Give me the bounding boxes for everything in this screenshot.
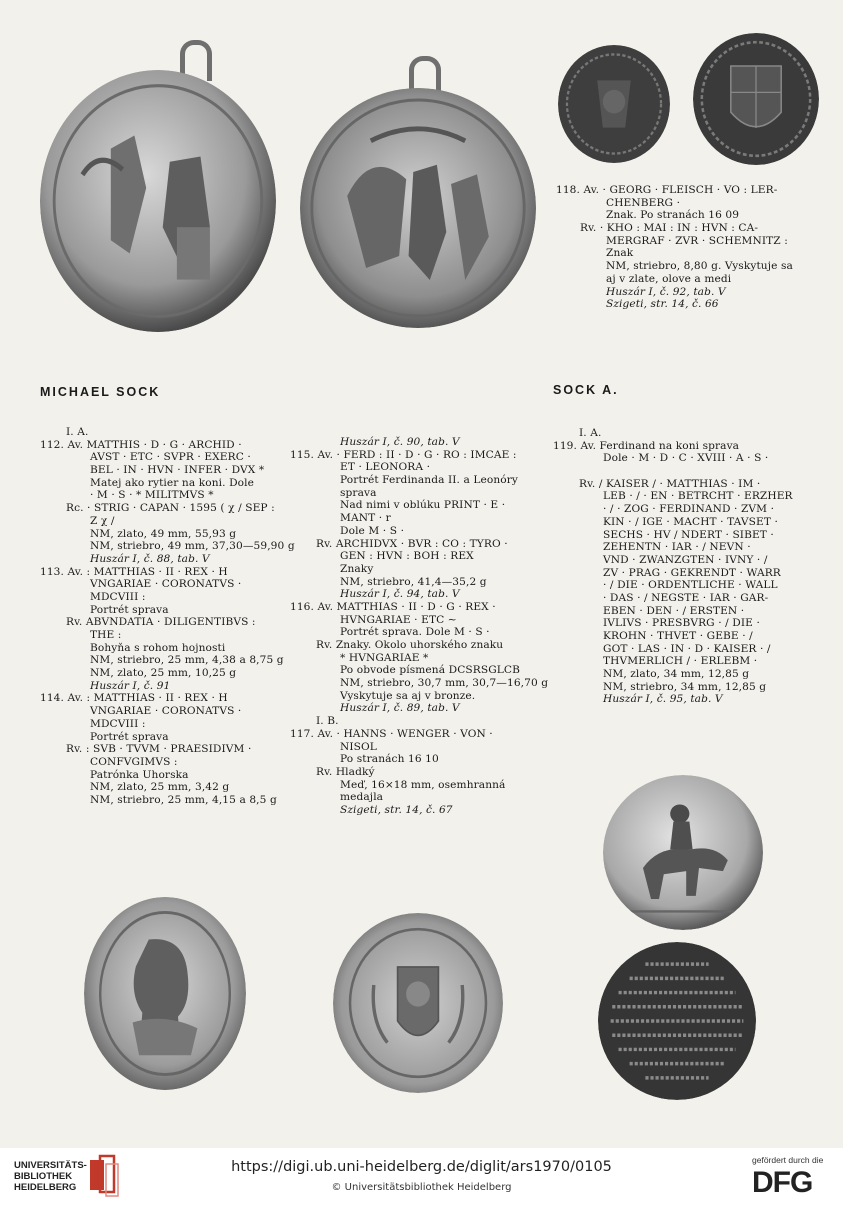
text-line: THVMERLICH / · ERLEBM · [603,655,758,668]
text-line: 119. Av. Ferdinand na koni sprava [553,439,740,452]
text-line: NM, zlato, 34 mm, 12,85 g [603,668,750,681]
text-line: · / · ZOG · FERDINAND · ZVM · [603,503,775,516]
viewer-footer [0,1148,843,1207]
text-line: HVNGARIAE · ETC ∼ [340,613,457,626]
text-line: 114. Av. : MATTHIAS · II · REX · H [40,692,228,705]
text-line: NM, striebro, 41,4—35,2 g [340,575,487,588]
text-line: Po obvode písmená DCSRSGLCB [340,664,520,677]
text-line: NM, striebro, 49 mm, 37,30—59,90 g [90,540,295,553]
coin-119-reverse-image [598,942,756,1100]
text-line: Portrét Ferdinanda II. a Leonóry [340,474,518,487]
text-line: Huszár I, č. 88, tab. V [90,552,210,565]
section-heading-sock-a: SOCK A. [553,383,619,397]
text-line: Vyskytuje sa aj v bronze. [340,689,476,702]
text-line: Dole M · S · [340,524,405,537]
text-line: Rv. Hladký [316,765,375,778]
text-line: NM, striebro, 25 mm, 4,38 a 8,75 g [90,654,284,667]
text-line: MERGRAF · ZVR · SCHEMNITZ : [606,234,788,247]
text-line: NM, striebro, 25 mm, 4,15 a 8,5 g [90,793,277,806]
copyright-notice: © Universitätsbibliothek Heidelberg [331,1182,512,1193]
text-line: Huszár I, č. 95, tab. V [603,693,723,706]
entry-118 [556,184,793,311]
text-line: 113. Av. : MATTHIAS · II · REX · H [40,565,228,578]
permalink-url[interactable]: https://digi.ub.uni-heidelberg.de/diglit/ars1970/0105 [231,1159,612,1175]
text-line: Matej ako rytier na koni. Dole [90,476,254,489]
text-line: Dole · M · D · C · XVIII · A · S · [603,452,769,465]
text-line: NM, striebro, 34 mm, 12,85 g [603,680,767,693]
text-line: Rv. / KAISER / · MATTHIAS · IM · [579,477,761,490]
text-line: ET · LEONORA · [340,461,431,474]
text-line: Szigeti, str. 14, č. 67 [340,803,453,816]
text-line: BEL · IN · HVN · INFER · DVX * [90,464,265,477]
medal-112-image [40,70,276,332]
text-line: Po stranách 16 10 [340,753,439,766]
text-line: I. A. [579,427,602,439]
text-line: VND · ZWANZGTEN · IVNY · / [603,553,768,566]
institution-line: HEIDELBERG [14,1182,77,1193]
text-line: Znaky [340,562,374,575]
text-line: CONFVGIMVS : [90,755,178,768]
text-line: ZV · PRAG · GEKRENDT · WARR [603,566,781,579]
text-line: · M · S · * MILITMVS * [90,489,214,502]
text-line: Z χ / [90,514,115,527]
text-line: NM, zlato, 25 mm, 10,25 g [90,667,237,680]
text-line: * HVNGARIAE * [340,651,429,664]
text-line: 117. Av. · HANNS · WENGER · VON · [290,727,493,740]
text-line: 116. Av. MATTHIAS · II · D · G · REX · [290,600,496,613]
text-line: · DAS · / NEGSTE · IAR · GAR- [603,591,769,604]
text-line: SECHS · HV / NDERT · SIBET · [603,528,774,541]
column-3-entries [553,427,793,706]
text-line: NM, zlato, 25 mm, 3,42 g [90,781,230,794]
text-line [553,465,793,478]
text-line: THE : [90,629,122,641]
column-2-entries [290,436,548,817]
dfg-logo[interactable]: DFG [752,1166,813,1199]
text-line: CHENBERG · [606,196,681,209]
text-line: NM, zlato, 49 mm, 55,93 g [90,527,237,540]
text-line: Rv. : SVB · TVVM · PRAESIDIVM · [66,743,252,756]
coin-118-obverse-image [558,45,670,163]
text-line: IVLIVS · PRESBVRG · / DIE · [603,617,760,630]
text-line: · / DIE · ORDENTLICHE · WALL [603,579,778,592]
text-line: 115. Av. · FERD : II · D · G · RO : IMCAE : [290,448,517,461]
text-line: 112. Av. MATTHIS · D · G · ARCHID · [40,438,242,451]
coin-118-reverse-image [693,33,819,165]
section-heading-michael-sock: MICHAEL SOCK [40,385,161,399]
text-line: VNGARIAE · CORONATVS · [90,705,242,718]
text-line: KROHN · THVET · GEBE · / [603,630,753,642]
text-line: NISOL [340,740,377,753]
text-line: LEB · / · EN · BETRCHT · ERZHER [603,490,793,503]
text-line: KIN · / IGE · MACHT · TAVSET · [603,515,778,528]
text-line: Portrét sprava. Dole M · S · [340,626,490,639]
institution-line: UNIVERSITÄTS- [14,1160,87,1171]
coin-119-obverse-image [603,775,763,930]
text-line: Huszár I, č. 90, tab. V [340,436,460,448]
text-line: aj v zlate, olove a medi [606,272,732,285]
text-line: Rc. · STRIG · CAPAN · 1595 ( χ / SEP : [66,502,275,515]
text-line: Huszár I, č. 94, tab. V [340,588,460,601]
text-line: Znak. Po stranách 16 09 [606,209,740,222]
text-line: MANT · r [340,512,391,525]
text-line: AVST · ETC · SVPR · EXERC · [90,451,251,464]
text-line: medajla [340,791,384,804]
medal-112-reverse-image [300,88,536,328]
text-line: Rv. Znaky. Okolo uhorského znaku [316,639,504,651]
text-line: Huszár I, č. 92, tab. V [606,285,726,298]
text-line: Patrónka Uhorska [90,768,189,781]
text-line: Huszár I, č. 91 [90,679,171,692]
text-line: NM, striebro, 8,80 g. Vyskytuje sa [606,260,793,273]
column-1-entries [40,426,295,807]
text-line: sprava [340,486,377,499]
text-line: Znak [606,247,634,260]
text-line: Rv. ABVNDATIA · DILIGENTIBVS : [66,616,256,629]
text-line: MDCVIII : [90,590,146,603]
text-line: I. A. [66,426,89,438]
coin-116-obverse-image [84,897,246,1090]
text-line: Bohyňa s rohom hojnosti [90,641,226,654]
coin-116-reverse-image [333,913,503,1093]
text-line: EBEN · DEN · / ERSTEN · [603,604,745,617]
text-line: Huszár I, č. 89, tab. V [340,702,460,715]
text-line: ZEHENTN · IAR · / NEVN · [603,541,751,554]
text-line: Rv. ARCHIDVX · BVR : CO : TYRO · [316,537,508,550]
text-line: VNGARIAE · CORONATVS · [90,578,242,591]
institution-line: BIBLIOTHEK [14,1171,73,1182]
text-line: NM, striebro, 30,7 mm, 30,7—16,70 g [340,677,549,690]
text-line: Szigeti, str. 14, č. 66 [606,298,719,311]
text-line: Portrét sprava [90,603,169,616]
text-line: 118. Av. · GEORG · FLEISCH · VO : LER- [556,184,778,196]
text-line: GEN : HVN : BOH : REX [340,550,474,563]
text-line: Rv. · KHO : MAI : IN : HVN : CA- [580,222,759,235]
text-line: GOT · LAS · IN · D · KAISER · / [603,642,771,655]
funder-caption: gefördert durch die [752,1155,824,1165]
text-line: Portrét sprava [90,730,169,743]
text-line: Nad nimi v oblúku PRINT · E · [340,499,506,512]
text-line: Meď, 16×18 mm, osemhranná [340,778,506,791]
text-line: MDCVIII : [90,717,146,730]
text-line: I. B. [316,715,339,728]
